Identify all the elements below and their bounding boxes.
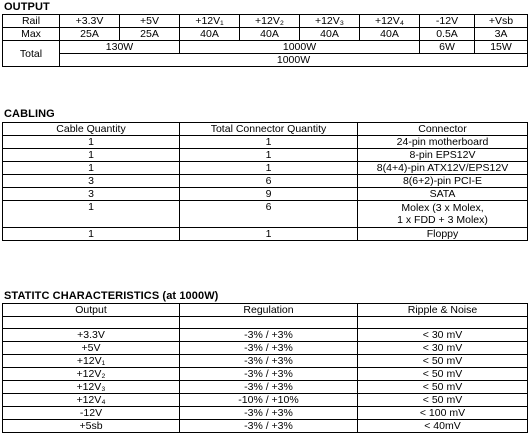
output-header-cell: +12V₂ [240,15,300,28]
static-regulation: -3% / +3% [180,420,358,433]
cable-quantity: 1 [3,228,180,241]
connector-type [358,201,528,228]
connector-type: 8(6+2)-pin PCI-E [358,175,528,188]
static-output: +5V [3,342,180,355]
static-ripple: < 30 mV [358,329,528,342]
output-header-cell: +12V₁ [180,15,240,28]
cabling-header-cell: Cable Quantity [3,123,180,136]
static-spacer-row [3,317,528,329]
static-output: +12V₃ [3,381,180,394]
static-title: STATITC CHARACTERISTICS (at 1000W) [4,290,219,302]
output-max-cell: 40A [240,28,300,41]
output-header-cell: Rail [3,15,60,28]
cabling-row [3,228,528,241]
connector-quantity: 6 [180,175,358,188]
connector-type: Floppy [358,228,528,241]
output-total-n12: 6W [420,41,475,54]
static-output: +12V₁ [3,355,180,368]
output-max-cell: 25A [60,28,120,41]
connector-type: SATA [358,188,528,201]
connector-type-line: 1 x FDD + 3 Molex) [397,214,488,226]
output-total-vsb: 15W [475,41,528,54]
cabling-row [3,188,528,201]
static-header-cell: Output [3,304,180,317]
static-row [3,381,528,394]
output-header-cell: +12V₃ [300,15,360,28]
output-max-cell: Max [3,28,60,41]
static-ripple: < 30 mV [358,342,528,355]
static-row [3,368,528,381]
static-row [3,342,528,355]
output-header-cell: +3.3V [60,15,120,28]
static-output: +12V₂ [3,368,180,381]
connector-type: 8-pin EPS12V [358,149,528,162]
output-max-cell: 40A [180,28,240,41]
static-regulation: -3% / +3% [180,329,358,342]
connector-quantity: 1 [180,136,358,149]
cable-quantity: 1 [3,201,180,228]
static-ripple: < 40mV [358,420,528,433]
connector-quantity: 1 [180,149,358,162]
output-total-12v: 1000W [180,41,420,54]
output-header-row [3,15,528,28]
cabling-row [3,149,528,162]
static-ripple: < 50 mV [358,355,528,368]
output-header-cell: +5V [120,15,180,28]
output-max-cell: 40A [300,28,360,41]
static-row [3,407,528,420]
output-max-row [3,28,528,41]
static-header-cell: Ripple & Noise [358,304,528,317]
output-header-cell: -12V [420,15,475,28]
cable-quantity: 3 [3,175,180,188]
cabling-row [3,201,528,228]
output-total-all-row [3,54,528,67]
output-max-cell: 3A [475,28,528,41]
static-regulation: -3% / +3% [180,342,358,355]
connector-type-line: Molex (3 x Molex, [401,202,484,214]
cabling-row [3,136,528,149]
cable-quantity: 1 [3,136,180,149]
output-max-cell: 0.5A [420,28,475,41]
static-row [3,420,528,433]
static-header-cell: Regulation [180,304,358,317]
static-output: -12V [3,407,180,420]
static-output: +3.3V [3,329,180,342]
empty-cell [358,317,528,329]
output-max-cell: 25A [120,28,180,41]
static-regulation: -3% / +3% [180,407,358,420]
static-output: +5sb [3,420,180,433]
connector-type: 24-pin motherboard [358,136,528,149]
static-ripple: < 50 mV [358,381,528,394]
output-header-cell: +Vsb [475,15,528,28]
cabling-header-cell: Connector [358,123,528,136]
output-total-all: 1000W [60,54,528,67]
connector-quantity: 9 [180,188,358,201]
cable-quantity: 3 [3,188,180,201]
cabling-table [2,122,528,241]
output-header-cell: +12V₄ [360,15,420,28]
cabling-row [3,175,528,188]
cabling-row [3,162,528,175]
static-regulation: -10% / +10% [180,394,358,407]
static-row [3,329,528,342]
connector-type: 8(4+4)-pin ATX12V/EPS12V [358,162,528,175]
empty-cell [3,317,180,329]
cable-quantity: 1 [3,162,180,175]
static-header-row [3,304,528,317]
static-regulation: -3% / +3% [180,355,358,368]
static-ripple: < 100 mV [358,407,528,420]
cable-quantity: 1 [3,149,180,162]
output-table [2,14,528,67]
cabling-header-cell: Total Connector Quantity [180,123,358,136]
static-table [2,303,528,433]
cabling-header-row [3,123,528,136]
output-max-cell: 40A [360,28,420,41]
static-output: +12V₄ [3,394,180,407]
connector-quantity: 1 [180,228,358,241]
static-row [3,394,528,407]
static-ripple: < 50 mV [358,368,528,381]
output-title: OUTPUT [4,1,50,13]
output-total-label: Total [3,41,60,67]
output-total-row [3,41,528,54]
static-regulation: -3% / +3% [180,381,358,394]
cabling-title: CABLING [4,108,55,120]
connector-quantity: 1 [180,162,358,175]
empty-cell [180,317,358,329]
static-regulation: -3% / +3% [180,368,358,381]
connector-quantity: 6 [180,201,358,228]
static-row [3,355,528,368]
output-total-33-5: 130W [60,41,180,54]
static-ripple: < 50 mV [358,394,528,407]
